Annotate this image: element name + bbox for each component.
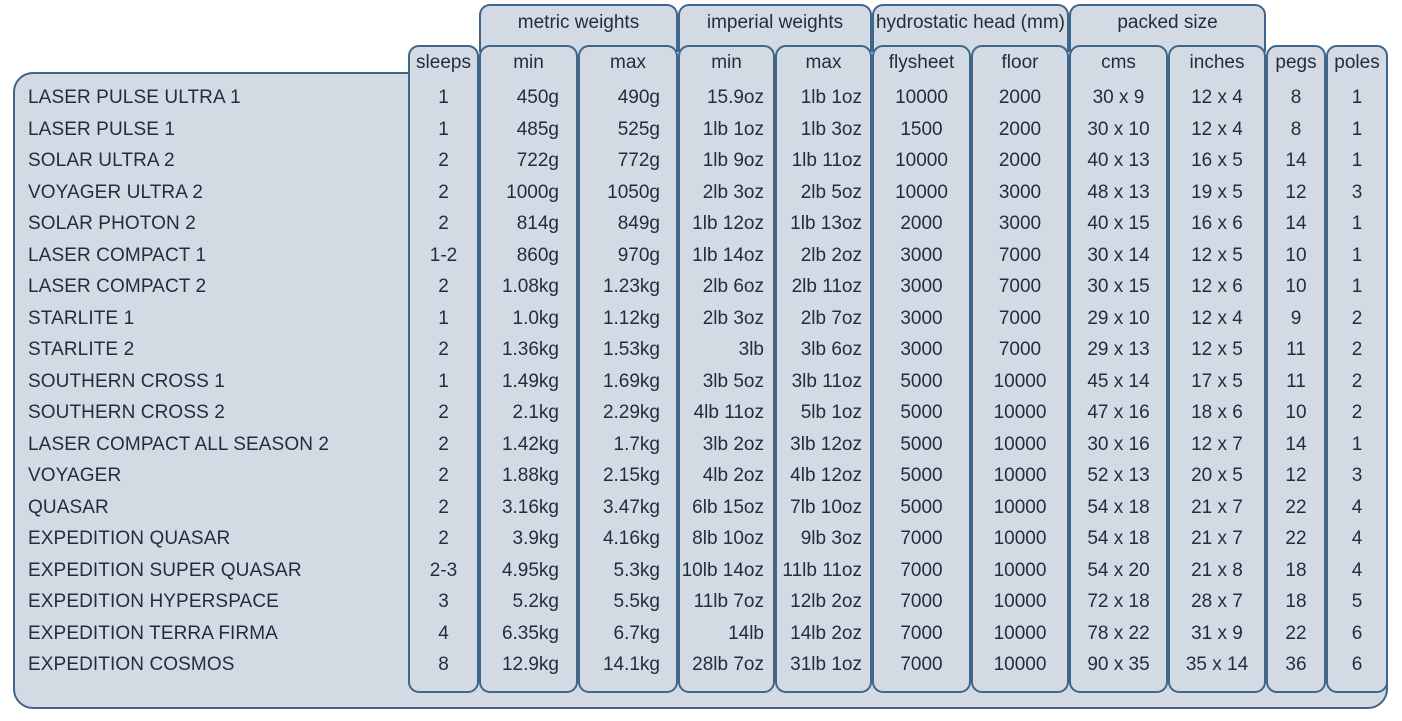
cell-poles: 1: [1351, 87, 1363, 108]
cell-metric-min: 1.49kg: [501, 370, 559, 392]
cell-inches: 16 x 6: [1191, 213, 1243, 234]
cell-floor: 7000: [998, 276, 1042, 297]
cell-sleeps: 2: [438, 528, 449, 549]
cell-imperial-min: 10lb 14oz: [681, 559, 764, 581]
cell-flysheet: 10000: [895, 87, 948, 108]
col-header-flysheet: flysheet: [888, 52, 955, 73]
cell-pegs: 11: [1286, 339, 1306, 360]
cell-pegs: 14: [1285, 150, 1307, 171]
cell-metric-min: 1.88kg: [501, 465, 559, 486]
cell-poles: 6: [1351, 622, 1363, 644]
cell-cms: 45 x 14: [1087, 370, 1150, 392]
cell-floor: 10000: [993, 433, 1047, 455]
cell-cms: 29 x 13: [1087, 339, 1150, 360]
cell-metric-min: 485g: [516, 118, 559, 140]
cell-cms: 90 x 35: [1087, 654, 1150, 675]
cell-floor: 10000: [993, 559, 1047, 581]
col-header-sleeps: sleeps: [416, 52, 471, 73]
cell-floor: 7000: [998, 307, 1042, 329]
cell-metric-max: 5.5kg: [613, 591, 660, 612]
cell-pegs: 18: [1285, 591, 1307, 612]
cell-floor: 3000: [998, 181, 1042, 203]
cell-metric-min: 3.9kg: [512, 528, 559, 549]
cell-model: SOUTHERN CROSS 2: [28, 402, 225, 423]
cell-flysheet: 7000: [900, 591, 943, 612]
cell-metric-min: 4.95kg: [501, 559, 559, 581]
col-header-imperial-max: max: [805, 52, 842, 73]
cell-poles: 1: [1351, 118, 1363, 140]
cell-model: EXPEDITION HYPERSPACE: [28, 591, 279, 612]
cell-metric-max: 14.1kg: [602, 654, 660, 675]
cell-cms: 30 x 16: [1087, 433, 1150, 455]
cell-inches: 21 x 8: [1191, 559, 1243, 581]
cell-imperial-max: 2lb 7oz: [800, 307, 862, 329]
cell-inches: 18 x 6: [1191, 402, 1243, 423]
cell-flysheet: 1500: [900, 118, 943, 140]
cell-flysheet: 7000: [900, 559, 943, 581]
cell-flysheet: 10000: [895, 181, 948, 203]
cell-sleeps: 8: [438, 654, 449, 675]
cell-cms: 54 x 20: [1087, 559, 1150, 581]
group-label-imperial: imperial weights: [706, 12, 844, 33]
cell-metric-min: 2.1kg: [512, 402, 559, 423]
cell-imperial-max: 2lb 2oz: [800, 244, 862, 266]
cell-metric-min: 814g: [516, 213, 559, 234]
cell-inches: 12 x 4: [1191, 118, 1243, 140]
cell-imperial-max: 7lb 10oz: [790, 496, 862, 518]
cell-metric-max: 4.16kg: [602, 528, 660, 549]
cell-imperial-min: 2lb 6oz: [702, 276, 764, 297]
cell-floor: 7000: [998, 339, 1042, 360]
cell-model: STARLITE 1: [28, 307, 135, 329]
cell-inches: 12 x 7: [1191, 433, 1243, 455]
cell-poles: 4: [1351, 496, 1363, 518]
cell-sleeps: 2-3: [429, 559, 458, 581]
cell-imperial-max: 31lb 1oz: [790, 654, 862, 675]
cell-floor: 2000: [998, 118, 1042, 140]
cell-model: SOUTHERN CROSS 1: [28, 370, 225, 392]
cell-pegs: 22: [1285, 622, 1307, 644]
cell-metric-max: 2.15kg: [602, 465, 660, 486]
cell-imperial-min: 8lb 10oz: [692, 528, 764, 549]
cell-pegs: 10: [1285, 276, 1307, 297]
cell-floor: 7000: [998, 244, 1042, 266]
cell-model: SOLAR PHOTON 2: [28, 213, 196, 234]
cell-pegs: 10: [1285, 244, 1307, 266]
cell-imperial-max: 1lb 11oz: [791, 150, 862, 171]
cell-sleeps: 2: [438, 181, 449, 203]
cell-pegs: 10: [1285, 402, 1307, 423]
cell-inches: 12 x 4: [1191, 87, 1243, 108]
cell-inches: 12 x 5: [1191, 244, 1243, 266]
col-header-pegs: pegs: [1275, 52, 1317, 73]
cell-sleeps: 1: [438, 118, 449, 140]
cell-metric-max: 490g: [617, 87, 660, 108]
cell-floor: 10000: [993, 622, 1047, 644]
cell-metric-min: 860g: [516, 244, 559, 266]
cell-imperial-max: 3lb 6oz: [800, 339, 862, 360]
cell-cms: 54 x 18: [1087, 496, 1150, 518]
cell-imperial-max: 1lb 1oz: [800, 87, 862, 108]
cell-metric-min: 1000g: [506, 181, 559, 203]
cell-cms: 40 x 15: [1087, 213, 1150, 234]
cell-pegs: 18: [1285, 559, 1307, 581]
cell-poles: 2: [1351, 307, 1363, 329]
cell-model: STARLITE 2: [28, 339, 135, 360]
cell-sleeps: 2: [438, 339, 449, 360]
cell-flysheet: 5000: [900, 402, 943, 423]
cell-sleeps: 2: [438, 402, 449, 423]
cell-metric-max: 525g: [617, 118, 660, 140]
cell-model: EXPEDITION QUASAR: [28, 528, 231, 549]
cell-metric-max: 970g: [617, 244, 660, 266]
cell-sleeps: 2: [438, 465, 449, 486]
cell-metric-max: 1.23kg: [602, 276, 660, 297]
cell-imperial-max: 1lb 3oz: [800, 118, 862, 140]
cell-poles: 1: [1351, 213, 1363, 234]
cell-flysheet: 3000: [900, 339, 943, 360]
col-header-cms: cms: [1101, 52, 1136, 73]
col-header-floor: floor: [1001, 52, 1039, 73]
cell-model: QUASAR: [28, 496, 109, 518]
cell-sleeps: 1-2: [429, 244, 458, 266]
cell-inches: 21 x 7: [1191, 496, 1243, 518]
cell-poles: 5: [1351, 591, 1363, 612]
cell-model: LASER COMPACT ALL SEASON 2: [28, 433, 330, 455]
cell-metric-max: 772g: [617, 150, 660, 171]
cell-sleeps: 2: [438, 276, 449, 297]
cell-metric-min: 1.08kg: [501, 276, 559, 297]
cell-inches: 12 x 5: [1191, 339, 1243, 360]
cell-imperial-min: 3lb 5oz: [702, 370, 764, 392]
cell-model: VOYAGER: [28, 465, 122, 486]
col-header-imperial-min: min: [711, 52, 742, 73]
cell-imperial-max: 2lb 11oz: [791, 276, 862, 297]
cell-imperial-min: 4lb 2oz: [702, 465, 764, 486]
cell-flysheet: 7000: [900, 622, 943, 644]
cell-pegs: 11: [1286, 370, 1306, 392]
cell-metric-min: 722g: [516, 150, 559, 171]
cell-poles: 1: [1351, 276, 1363, 297]
cell-imperial-min: 6lb 15oz: [692, 496, 764, 518]
col-header-metric-max: max: [610, 52, 646, 73]
cell-inches: 20 x 5: [1191, 465, 1243, 486]
cell-sleeps: 1: [438, 307, 449, 329]
cell-poles: 2: [1351, 339, 1363, 360]
cell-metric-min: 1.36kg: [501, 339, 559, 360]
cell-imperial-max: 1lb 13oz: [790, 213, 862, 234]
cell-pegs: 14: [1285, 213, 1307, 234]
col-header-inches: inches: [1189, 52, 1245, 73]
cell-floor: 10000: [993, 528, 1047, 549]
cell-inches: 12 x 4: [1191, 307, 1243, 329]
cell-pegs: 22: [1285, 528, 1307, 549]
col-header-poles: poles: [1334, 52, 1380, 73]
cell-metric-max: 849g: [617, 213, 660, 234]
cell-metric-max: 1.69kg: [602, 370, 660, 392]
cell-cms: 29 x 10: [1087, 307, 1150, 329]
cell-floor: 10000: [993, 465, 1047, 486]
cell-imperial-max: 2lb 5oz: [800, 181, 862, 203]
cell-poles: 2: [1351, 370, 1363, 392]
cell-inches: 35 x 14: [1185, 654, 1249, 675]
cell-model: LASER COMPACT 2: [28, 276, 207, 297]
cell-flysheet: 5000: [900, 433, 943, 455]
cell-model: LASER COMPACT 1: [28, 244, 207, 266]
cell-poles: 1: [1351, 433, 1363, 455]
cell-metric-max: 1.12kg: [602, 307, 660, 329]
cell-imperial-max: 9lb 3oz: [800, 528, 862, 549]
cell-sleeps: 3: [438, 591, 449, 612]
cell-poles: 1: [1351, 244, 1363, 266]
cell-pegs: 14: [1285, 433, 1307, 455]
cell-imperial-max: 3lb 11oz: [791, 370, 862, 392]
cell-poles: 3: [1351, 465, 1363, 486]
cell-flysheet: 5000: [900, 465, 943, 486]
cell-imperial-min: 2lb 3oz: [702, 307, 764, 329]
cell-cms: 54 x 18: [1087, 528, 1150, 549]
cell-floor: 3000: [998, 213, 1042, 234]
cell-metric-min: 12.9kg: [501, 654, 559, 675]
cell-model: EXPEDITION TERRA FIRMA: [28, 622, 278, 644]
cell-floor: 10000: [993, 496, 1047, 518]
cell-metric-max: 5.3kg: [613, 559, 660, 581]
cell-sleeps: 1: [438, 370, 449, 392]
cell-sleeps: 2: [438, 213, 449, 234]
cell-floor: 10000: [993, 402, 1047, 423]
cell-cms: 72 x 18: [1087, 591, 1150, 612]
cell-metric-min: 3.16kg: [501, 496, 559, 518]
cell-poles: 3: [1351, 181, 1363, 203]
cell-poles: 1: [1351, 150, 1363, 171]
cell-metric-min: 1.0kg: [512, 307, 559, 329]
cell-metric-min: 6.35kg: [501, 622, 559, 644]
cell-flysheet: 3000: [900, 276, 943, 297]
cell-pegs: 8: [1290, 87, 1302, 108]
cell-imperial-min: 14lb: [728, 622, 764, 644]
cell-flysheet: 5000: [900, 370, 943, 392]
cell-sleeps: 1: [438, 87, 449, 108]
cell-inches: 31 x 9: [1191, 622, 1243, 644]
cell-floor: 10000: [993, 370, 1047, 392]
cell-imperial-min: 1lb 1oz: [702, 118, 764, 140]
cell-metric-max: 3.47kg: [602, 496, 660, 518]
cell-cms: 78 x 22: [1087, 622, 1150, 644]
cell-metric-max: 1.53kg: [602, 339, 660, 360]
cell-flysheet: 3000: [900, 307, 943, 329]
cell-imperial-min: 15.9oz: [706, 87, 764, 108]
cell-floor: 10000: [993, 654, 1047, 675]
cell-model: LASER PULSE ULTRA 1: [28, 87, 241, 108]
cell-imperial-min: 1lb 12oz: [692, 213, 764, 234]
cell-floor: 2000: [998, 150, 1042, 171]
cell-poles: 6: [1351, 654, 1363, 675]
cell-metric-max: 1050g: [607, 181, 660, 203]
cell-pegs: 22: [1285, 496, 1307, 518]
cell-inches: 28 x 7: [1191, 591, 1243, 612]
cell-cms: 30 x 9: [1092, 87, 1145, 108]
cell-model: LASER PULSE 1: [28, 118, 176, 140]
cell-model: VOYAGER ULTRA 2: [28, 181, 204, 203]
cell-poles: 4: [1351, 559, 1363, 581]
cell-pegs: 9: [1290, 307, 1302, 329]
cell-imperial-max: 14lb 2oz: [790, 622, 862, 644]
cell-inches: 17 x 5: [1191, 370, 1243, 392]
col-header-metric-min: min: [513, 52, 544, 73]
cell-imperial-min: 28lb 7oz: [692, 654, 764, 675]
cell-imperial-min: 4lb 11oz: [693, 402, 764, 423]
cell-flysheet: 2000: [900, 213, 943, 234]
cell-metric-min: 1.42kg: [501, 433, 559, 455]
cell-model: EXPEDITION COSMOS: [28, 654, 235, 675]
cell-flysheet: 7000: [900, 654, 943, 675]
cell-imperial-min: 11lb 7oz: [693, 591, 764, 612]
cell-sleeps: 4: [438, 622, 449, 644]
group-label-metric: metric weights: [517, 12, 640, 33]
cell-cms: 30 x 15: [1087, 276, 1150, 297]
cell-cms: 47 x 16: [1087, 402, 1150, 423]
cell-imperial-min: 3lb: [738, 339, 764, 360]
cell-imperial-max: 5lb 1oz: [800, 402, 862, 423]
cell-metric-max: 6.7kg: [613, 622, 660, 644]
cell-inches: 12 x 6: [1191, 276, 1243, 297]
cell-pegs: 12: [1285, 465, 1307, 486]
cell-imperial-min: 1lb 14oz: [692, 244, 764, 266]
cell-imperial-min: 3lb 2oz: [702, 433, 764, 455]
cell-model: SOLAR ULTRA 2: [28, 150, 175, 171]
cell-cms: 48 x 13: [1087, 181, 1150, 203]
cell-sleeps: 2: [438, 150, 449, 171]
cell-metric-max: 2.29kg: [602, 402, 660, 423]
cell-cms: 52 x 13: [1087, 465, 1150, 486]
cell-metric-min: 450g: [516, 87, 559, 108]
cell-cms: 30 x 10: [1087, 118, 1150, 140]
cell-poles: 2: [1351, 402, 1363, 423]
cell-model: EXPEDITION SUPER QUASAR: [28, 559, 302, 581]
cell-imperial-max: 11lb 11oz: [782, 559, 862, 581]
cell-pegs: 8: [1290, 118, 1302, 140]
cell-cms: 30 x 14: [1087, 244, 1150, 266]
cell-inches: 19 x 5: [1191, 181, 1243, 203]
cell-flysheet: 10000: [895, 150, 948, 171]
group-label-packed: packed size: [1117, 12, 1218, 33]
cell-sleeps: 2: [438, 433, 449, 455]
cell-inches: 21 x 7: [1191, 528, 1243, 549]
cell-metric-min: 5.2kg: [512, 591, 559, 612]
cell-flysheet: 3000: [900, 244, 943, 266]
cell-imperial-min: 1lb 9oz: [702, 150, 764, 171]
cell-cms: 40 x 13: [1087, 150, 1150, 171]
group-label-hydro: hydrostatic head (mm): [875, 12, 1065, 33]
cell-imperial-max: 3lb 12oz: [790, 433, 862, 455]
cell-inches: 16 x 5: [1191, 150, 1243, 171]
cell-sleeps: 2: [438, 496, 449, 518]
cell-metric-max: 1.7kg: [613, 433, 660, 455]
cell-floor: 10000: [993, 591, 1047, 612]
cell-imperial-max: 4lb 12oz: [790, 465, 862, 486]
cell-poles: 4: [1351, 528, 1363, 549]
cell-imperial-min: 2lb 3oz: [702, 181, 764, 203]
cell-imperial-max: 12lb 2oz: [790, 591, 862, 612]
cell-pegs: 36: [1285, 654, 1307, 675]
cell-pegs: 12: [1285, 181, 1307, 203]
cell-floor: 2000: [998, 87, 1042, 108]
cell-flysheet: 5000: [900, 496, 943, 518]
cell-flysheet: 7000: [900, 528, 943, 549]
